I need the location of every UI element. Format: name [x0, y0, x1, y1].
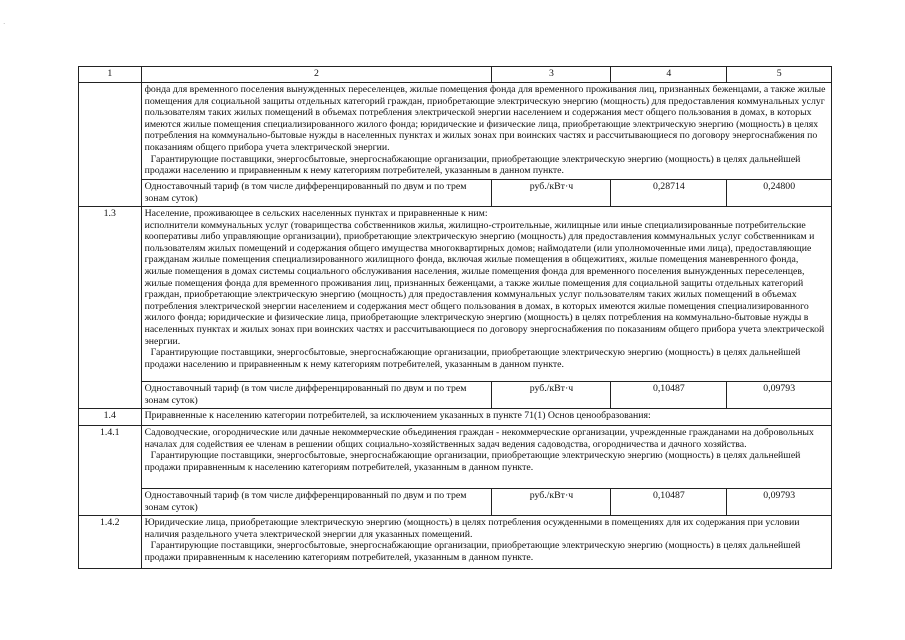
table-row [79, 207, 832, 382]
row-number-cell: 1.4 [79, 409, 142, 426]
row-number-cell: 1.4.1 [79, 426, 142, 516]
tariff-value-2: 0,09793 [727, 382, 832, 409]
supplier-text: Гарантирующие поставщики, энергосбытовые, энергоснабжающие организации, приобретающие электрическую энергию (мощность) в целях дальнейшей продажи приравненным к населению категориям потребителей, указанным в данном пункте. [144, 540, 801, 563]
tariff-label: Одноставочный тариф (в том числе дифференцированный по двум и по трем зонам суток) [141, 489, 492, 516]
tariff-value-1: 0,28714 [611, 180, 727, 207]
table-row [79, 83, 832, 180]
header-cell-2: 2 [141, 67, 492, 83]
tariff-row [79, 382, 832, 409]
table-row [79, 426, 832, 489]
header-cell-3: 3 [492, 67, 611, 83]
unit-cell: руб./кВт·ч [492, 489, 611, 516]
description-cell [141, 207, 831, 382]
description-cell [141, 426, 831, 489]
header-cell-5: 5 [727, 67, 832, 83]
description-text: исполнители коммунальных услуг (товарищества собственников жилья, жилищно-строительные, жилищные или иные специализированные потребительские кооперативы либо управляющие организации), приобретающие электрическую энергию (мощность) для предоставления коммунальных услуг собственникам и пользователям жилых помещений и содержания общего имущества многоквартирных домов; наймодатели (или уполномоченные ими лица), предоставляющие гражданам жилые помещения специализированного жилищного фонда, включая жилые помещения в общежитиях, жилые помещения маневренного фонда, жилые помещения в домах системы социального обслуживания населения, жилые помещения фонда для временного поселения вынужденных переселенцев, жилые помещения фонда для временного проживания лиц, признанных беженцами, а также жилые помещения для социальной защиты отдельных категорий граждан, приобретающие электрическую энергию (мощность) для предоставления коммунальных услуг пользователям таких жилых помещений в объемах потребления электрической энергии населением и содержания мест общего пользования в домах, в которых имеются жилые помещения специализированного жилого фонда; юридические и физические лица, приобретающие электрическую энергию (мощность) в целях потребления на коммунально-бытовые нужды в населенных пунктах и жилых зонах при воинских частях и рассчитывающиеся по договору энергоснабжения по показаниям общего прибора учета электрической энергии. [144, 219, 825, 347]
table-row [79, 409, 832, 426]
description-cell: Приравненные к населению категории потребителей, за исключением указанных в пункте 71(1) Основ ценообразования: [141, 409, 831, 426]
header-cell-4: 4 [611, 67, 727, 83]
unit-cell: руб./кВт·ч [492, 180, 611, 207]
tariff-label: Одноставочный тариф (в том числе дифференцированный по двум и по трем зонам суток) [141, 180, 492, 207]
description-text: Садоводческие, огороднические или дачные некоммерческие объединения граждан - некоммерческие организации, учрежденные гражданами на добровольных началах для содействия ее членам в решении общих социально-хозяйственных задач ведения садоводства, огородничества и дачного хозяйства. [144, 427, 814, 450]
tariff-value-1: 0,10487 [611, 489, 727, 516]
table-row [79, 516, 832, 569]
header-cell-1: 1 [79, 67, 142, 83]
page-mark: · [3, 20, 6, 28]
supplier-text: Гарантирующие поставщики, энергосбытовые, энергоснабжающие организации, приобретающие электрическую энергию (мощность) в целях дальнейшей продажи населению и приравненным к нему категориям потребителей, указанным в данном пункте. [144, 347, 801, 370]
tariff-label: Одноставочный тариф (в том числе дифференцированный по двум и по трем зонам суток) [141, 382, 492, 409]
description-text: Юридические лица, приобретающие электрическую энергию (мощность) в целях потребления осужденными в помещениях для их содержания при условии наличия раздельного учета электрической энергии для указанных помещений. [144, 517, 800, 540]
tariff-value-2: 0,24800 [727, 180, 832, 207]
row-number-cell: 1.4.2 [79, 516, 142, 569]
header-row [79, 67, 832, 83]
description-text: фонда для временного поселения вынужденных переселенцев, жилые помещения фонда для временного проживания лиц, признанных беженцами, а также жилые помещения для социальной защиты отдельных категорий граждан, приобретающие электрическую энергию (мощность) для предоставления коммунальных услуг пользователям таких жилых помещений в объемах потребления электрической энергии населением и содержания мест общего пользования в домах, в которых имеются жилые помещения специализированного жилого фонда; юридические и физические лица, приобретающие электрическую энергию (мощность) в целях потребления на коммунально-бытовые нужды в населенных пунктах и жилых зонах при воинских частях и рассчитывающиеся по договору энергоснабжения по показаниям общего прибора учета электрической энергии. [144, 84, 826, 153]
description-heading: Население, проживающее в сельских населенных пунктах и приравненные к ним: [144, 208, 488, 219]
row-number-cell: 1.3 [79, 207, 142, 409]
row-number-cell [79, 83, 142, 207]
description-cell [141, 83, 831, 180]
tariff-table [78, 66, 832, 569]
supplier-text: Гарантирующие поставщики, энергосбытовые, энергоснабжающие организации, приобретающие электрическую энергию (мощность) в целях дальнейшей продажи населению и приравненным к нему категориям потребителей, указанным в данном пункте. [144, 153, 801, 177]
tariff-value-2: 0,09793 [727, 489, 832, 516]
supplier-text: Гарантирующие поставщики, энергосбытовые, энергоснабжающие организации, приобретающие электрическую энергию (мощность) в целях дальнейшей продажи приравненным к населению категориям потребителей, указанным в данном пункте. [144, 450, 801, 473]
tariff-row [79, 489, 832, 516]
unit-cell: руб./кВт·ч [492, 382, 611, 409]
tariff-value-1: 0,10487 [611, 382, 727, 409]
description-cell [141, 516, 831, 569]
tariff-row [79, 180, 832, 207]
